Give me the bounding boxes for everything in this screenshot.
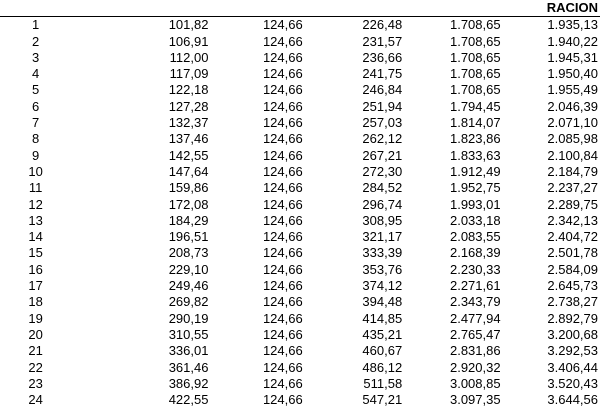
value-cell: 196,51 <box>168 229 209 245</box>
value-cell: 124,66 <box>262 375 303 391</box>
table-row <box>0 180 600 196</box>
value-cell: 3.406,44 <box>547 359 598 375</box>
value-cell: 267,21 <box>362 147 403 163</box>
value-cell: 142,55 <box>168 147 209 163</box>
value-cell: 336,01 <box>168 343 209 359</box>
row-number-cell: 17 <box>28 278 43 294</box>
table-row <box>0 327 600 343</box>
table-row <box>0 245 600 261</box>
value-cell: 3.644,56 <box>547 392 598 408</box>
value-cell: 1.940,22 <box>547 33 598 49</box>
value-cell: 1.708,65 <box>449 49 501 65</box>
table-row <box>0 311 600 327</box>
value-cell: 1.823,86 <box>449 131 501 147</box>
table-row <box>0 34 600 50</box>
table-row <box>0 50 600 66</box>
value-cell: 112,00 <box>169 49 209 65</box>
value-cell: 435,21 <box>362 326 403 342</box>
table-row <box>0 213 600 229</box>
value-cell: 246,84 <box>362 82 403 98</box>
value-cell: 159,86 <box>168 180 209 196</box>
value-cell: 333,39 <box>362 245 403 261</box>
row-number-cell: 13 <box>28 212 43 228</box>
value-cell: 1.814,07 <box>449 115 501 131</box>
value-cell: 2.289,75 <box>547 196 598 212</box>
value-cell: 353,76 <box>362 261 403 277</box>
value-cell: 241,75 <box>362 66 403 82</box>
header-cell <box>71 0 210 17</box>
value-cell: 124,66 <box>262 147 303 163</box>
value-cell: 2.230,33 <box>449 261 501 277</box>
row-number-cell: 21 <box>28 343 43 359</box>
value-cell: 124,66 <box>262 294 303 310</box>
value-cell: 1.833,63 <box>449 147 501 163</box>
table-row <box>0 82 600 98</box>
table-row <box>0 17 600 34</box>
value-cell: 236,66 <box>362 49 403 65</box>
value-cell: 2.645,73 <box>547 278 598 294</box>
value-cell: 1.993,01 <box>449 196 501 212</box>
value-cell: 1.950,40 <box>547 66 598 82</box>
value-cell: 310,55 <box>168 326 209 342</box>
row-number-cell: 16 <box>28 261 43 277</box>
value-cell: 308,95 <box>362 212 403 228</box>
value-cell: 460,67 <box>362 343 403 359</box>
value-cell: 3.008,85 <box>449 375 501 391</box>
value-cell: 1.708,65 <box>449 82 501 98</box>
row-number-cell: 23 <box>28 375 43 391</box>
value-cell: 1.708,65 <box>449 33 501 49</box>
value-cell: 124,66 <box>262 115 303 131</box>
value-cell: 3.292,53 <box>547 343 598 359</box>
row-number-cell: 1 <box>31 17 40 33</box>
row-number-cell: 6 <box>31 98 40 114</box>
value-cell: 124,66 <box>262 326 303 342</box>
value-cell: 321,17 <box>362 229 403 245</box>
value-cell: 124,66 <box>262 196 303 212</box>
value-cell: 386,92 <box>168 375 209 391</box>
value-cell: 2.765,47 <box>449 326 501 342</box>
value-cell: 137,46 <box>168 131 209 147</box>
row-number-cell: 22 <box>28 359 43 375</box>
value-cell: 106,91 <box>168 33 209 49</box>
value-cell: 262,12 <box>362 131 403 147</box>
value-cell: 147,64 <box>168 163 209 179</box>
table-row <box>0 66 600 82</box>
table-row <box>0 229 600 245</box>
table-row <box>0 278 600 294</box>
row-number-cell: 8 <box>31 131 40 147</box>
value-cell: 124,66 <box>262 17 303 33</box>
value-cell: 2.738,27 <box>547 294 598 310</box>
value-cell: 284,52 <box>362 180 403 196</box>
value-cell: 124,66 <box>262 49 303 65</box>
header-cell <box>210 0 304 17</box>
value-cell: 122,18 <box>168 82 209 98</box>
row-number-cell: 9 <box>31 147 40 163</box>
value-cell: 124,66 <box>262 278 303 294</box>
value-cell: 124,66 <box>262 163 303 179</box>
value-cell: 208,73 <box>168 245 209 261</box>
value-cell: 101,82 <box>168 17 209 33</box>
value-cell: 290,19 <box>168 310 209 326</box>
value-cell: 124,66 <box>262 33 303 49</box>
row-number-cell: 2 <box>31 33 40 49</box>
value-cell: 184,29 <box>168 212 209 228</box>
value-cell: 2.184,79 <box>547 163 598 179</box>
header-row <box>0 0 600 17</box>
table-body <box>0 17 600 409</box>
value-cell: 2.342,13 <box>547 212 598 228</box>
value-cell: 2.083,55 <box>449 229 501 245</box>
value-cell: 486,12 <box>362 359 403 375</box>
header-cell <box>0 0 71 17</box>
value-cell: 124,66 <box>262 66 303 82</box>
value-cell: 394,48 <box>362 294 403 310</box>
value-cell: 3.200,68 <box>547 326 598 342</box>
value-cell: 3.520,43 <box>547 375 598 391</box>
value-cell: 2.404,72 <box>547 229 598 245</box>
value-cell: 1.708,65 <box>449 17 501 33</box>
value-cell: 1.708,65 <box>449 66 501 82</box>
value-cell: 1.935,13 <box>547 17 598 33</box>
value-cell: 2.168,39 <box>449 245 501 261</box>
value-cell: 2.831,86 <box>449 343 501 359</box>
row-number-cell: 19 <box>28 310 43 326</box>
table-row <box>0 99 600 115</box>
value-cell: 124,66 <box>262 131 303 147</box>
table-row <box>0 392 600 408</box>
value-cell: 1.794,45 <box>449 98 501 114</box>
value-cell: 124,66 <box>262 392 303 408</box>
value-cell: 3.097,35 <box>449 392 501 408</box>
row-number-cell: 15 <box>28 245 43 261</box>
value-cell: 124,66 <box>262 229 303 245</box>
row-number-cell: 4 <box>31 66 40 82</box>
value-cell: 2.033,18 <box>449 212 501 228</box>
value-cell: 422,55 <box>168 392 209 408</box>
value-cell: 374,12 <box>362 278 403 294</box>
table-row <box>0 115 600 131</box>
header-cell <box>305 0 404 17</box>
value-cell: 124,66 <box>262 212 303 228</box>
value-cell: 172,08 <box>168 196 209 212</box>
value-cell: 251,94 <box>362 98 403 114</box>
value-cell: 414,85 <box>362 310 403 326</box>
table-row <box>0 343 600 359</box>
table-row <box>0 148 600 164</box>
value-cell: 2.584,09 <box>547 261 598 277</box>
value-cell: 2.046,39 <box>547 98 598 114</box>
table-row <box>0 262 600 278</box>
value-cell: 2.071,10 <box>547 115 598 131</box>
row-number-cell: 24 <box>28 392 43 408</box>
table-row <box>0 164 600 180</box>
value-cell: 2.892,79 <box>547 310 598 326</box>
row-number-cell: 12 <box>28 196 43 212</box>
value-cell: 1.955,49 <box>547 82 598 98</box>
value-cell: 124,66 <box>262 180 303 196</box>
value-cell: 269,82 <box>168 294 209 310</box>
value-cell: 272,30 <box>362 163 403 179</box>
value-cell: 226,48 <box>362 17 403 33</box>
value-cell: 361,46 <box>168 359 209 375</box>
value-cell: 1.945,31 <box>547 49 598 65</box>
value-cell: 124,66 <box>262 343 303 359</box>
row-number-cell: 20 <box>28 326 43 342</box>
value-cell: 117,09 <box>169 66 209 82</box>
value-cell: 2.343,79 <box>449 294 501 310</box>
row-number-cell: 10 <box>28 163 43 179</box>
value-cell: 124,66 <box>262 82 303 98</box>
value-cell: 2.501,78 <box>547 245 598 261</box>
value-cell: 2.085,98 <box>547 131 598 147</box>
row-number-cell: 11 <box>28 180 43 196</box>
value-cell: 124,66 <box>262 359 303 375</box>
value-cell: 231,57 <box>362 33 403 49</box>
header-racion: RACION <box>503 0 600 17</box>
value-cell: 2.237,27 <box>547 180 598 196</box>
value-cell: 2.100,84 <box>547 147 598 163</box>
table-row <box>0 131 600 147</box>
table-row <box>0 360 600 376</box>
value-cell: 249,46 <box>168 278 209 294</box>
value-cell: 2.271,61 <box>449 278 501 294</box>
table-row <box>0 197 600 213</box>
row-number-cell: 18 <box>28 294 43 310</box>
table-row <box>0 294 600 310</box>
value-cell: 547,21 <box>362 392 403 408</box>
row-number-cell: 7 <box>31 115 40 131</box>
value-cell: 124,66 <box>262 261 303 277</box>
row-number-cell: 5 <box>31 82 40 98</box>
row-number-cell: 3 <box>31 49 40 65</box>
value-cell: 511,58 <box>363 375 403 391</box>
value-cell: 124,66 <box>262 98 303 114</box>
value-cell: 1.952,75 <box>449 180 501 196</box>
value-cell: 229,10 <box>168 261 209 277</box>
value-cell: 2.920,32 <box>449 359 501 375</box>
value-cell: 296,74 <box>362 196 403 212</box>
value-cell: 1.912,49 <box>449 163 501 179</box>
value-cell: 257,03 <box>362 115 403 131</box>
value-cell: 124,66 <box>262 310 303 326</box>
value-cell: 127,28 <box>168 98 209 114</box>
value-cell: 2.477,94 <box>449 310 501 326</box>
table-row <box>0 376 600 392</box>
header-cell <box>404 0 502 17</box>
value-cell: 132,37 <box>168 115 209 131</box>
row-number-cell: 14 <box>28 229 43 245</box>
value-cell: 124,66 <box>262 245 303 261</box>
